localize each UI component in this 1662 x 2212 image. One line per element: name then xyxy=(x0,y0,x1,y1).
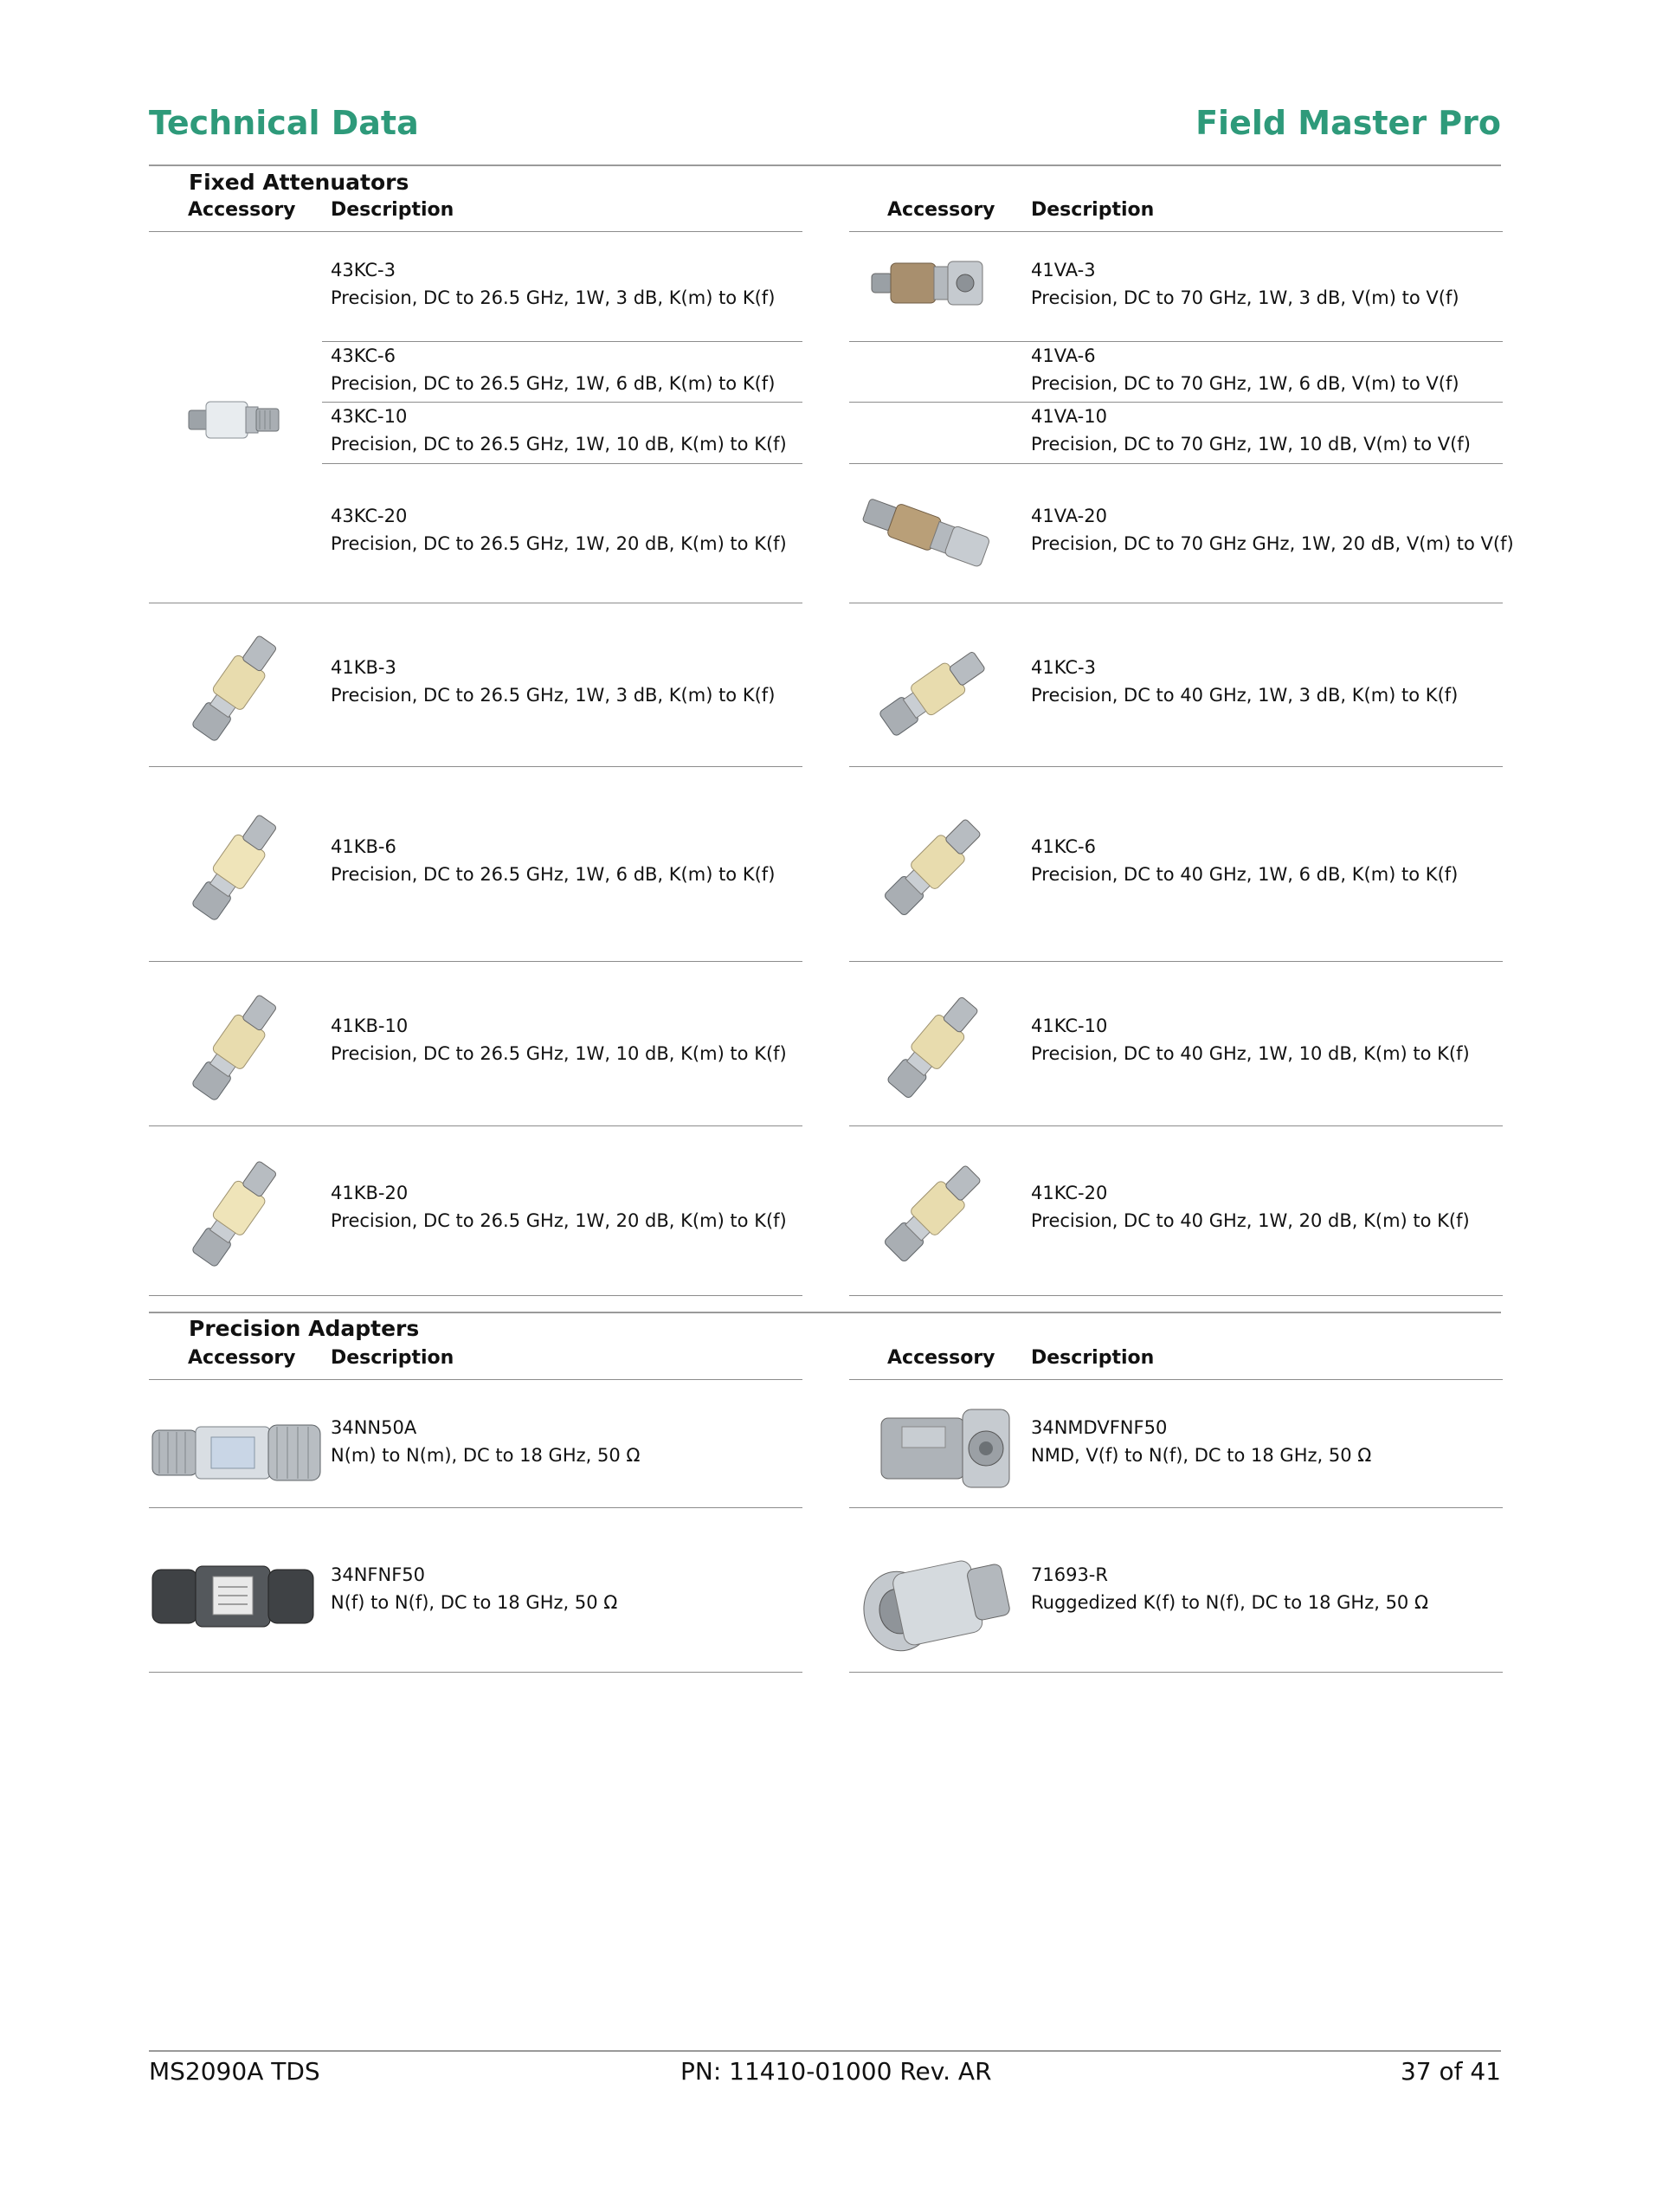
part-description: Precision, DC to 26.5 GHz, 1W, 6 dB, K(m) to K(f) xyxy=(331,864,776,885)
document-id: MS2090A TDS xyxy=(149,2057,320,2086)
part-description: Precision, DC to 26.5 GHz, 1W, 3 dB, K(m) to K(f) xyxy=(331,685,776,706)
part-number: 41VA-3 xyxy=(1031,260,1096,281)
part-number: 43KC-3 xyxy=(331,260,396,281)
part-number: 41VA-6 xyxy=(1031,345,1096,366)
part-description: Precision, DC to 70 GHz, 1W, 6 dB, V(m) to V(f) xyxy=(1031,373,1459,394)
row-divider xyxy=(849,766,1503,767)
part-number: 41VA-10 xyxy=(1031,406,1107,427)
header-rule xyxy=(149,164,1501,166)
list-item xyxy=(331,1179,787,1235)
section-title-precision-adapters: Precision Adapters xyxy=(189,1316,420,1341)
part-description: Precision, DC to 70 GHz, 1W, 10 dB, V(m) to V(f) xyxy=(1031,434,1471,455)
part-description: Ruggedized K(f) to N(f), DC to 18 GHz, 50 Ω xyxy=(1031,1592,1429,1613)
part-description: Precision, DC to 26.5 GHz, 1W, 10 dB, K(m) to K(f) xyxy=(331,434,787,455)
adapter-34nfnf50-image xyxy=(151,1554,315,1641)
list-item xyxy=(1031,502,1514,558)
attenuator-41kc-6-image xyxy=(876,798,997,928)
attenuator-41kc-20-image xyxy=(876,1145,997,1274)
part-description: Precision, DC to 26.5 GHz, 1W, 10 dB, K(m) to K(f) xyxy=(331,1043,787,1064)
section-rule xyxy=(149,1312,1501,1313)
attenuator-41va-image xyxy=(868,251,989,315)
part-number: 34NFNF50 xyxy=(331,1564,426,1585)
row-divider xyxy=(849,1507,1503,1508)
part-description: NMD, V(f) to N(f), DC to 18 GHz, 50 Ω xyxy=(1031,1445,1372,1466)
attenuator-41kb-10-image xyxy=(177,978,299,1108)
adapter-34nmdvfnf50-image xyxy=(876,1403,1015,1493)
part-number: 34NMDVFNF50 xyxy=(1031,1417,1168,1438)
col-header-description: Description xyxy=(1031,1347,1155,1369)
list-item xyxy=(331,654,775,709)
list-item xyxy=(1031,403,1471,458)
part-number: 43KC-20 xyxy=(331,506,408,526)
part-number: 41KB-20 xyxy=(331,1183,409,1203)
col-header-accessory: Accessory xyxy=(887,199,995,221)
list-item xyxy=(331,342,775,397)
product-title: Field Master Pro xyxy=(1195,104,1501,142)
part-number: 43KC-10 xyxy=(331,406,408,427)
part-description: Precision, DC to 70 GHz, 1W, 3 dB, V(m) to V(f) xyxy=(1031,287,1459,308)
col-header-accessory: Accessory xyxy=(887,1347,995,1369)
col-header-description: Description xyxy=(331,199,454,221)
row-divider xyxy=(149,1125,802,1126)
row-divider xyxy=(149,766,802,767)
part-description: Precision, DC to 40 GHz, 1W, 20 dB, K(m) to K(f) xyxy=(1031,1210,1470,1231)
part-number: 41KC-20 xyxy=(1031,1183,1108,1203)
part-description: Precision, DC to 40 GHz, 1W, 3 dB, K(m) to K(f) xyxy=(1031,685,1459,706)
table-header-rule xyxy=(149,231,802,232)
row-divider xyxy=(849,1295,1503,1296)
row-divider xyxy=(849,961,1503,962)
list-item xyxy=(331,1561,617,1616)
part-description: Precision, DC to 40 GHz, 1W, 6 dB, K(m) to K(f) xyxy=(1031,864,1459,885)
row-divider xyxy=(849,463,1503,464)
list-item xyxy=(1031,1561,1428,1616)
part-number: 34NN50A xyxy=(331,1417,417,1438)
part-description: Precision, DC to 40 GHz, 1W, 10 dB, K(m) to K(f) xyxy=(1031,1043,1470,1064)
part-description: N(f) to N(f), DC to 18 GHz, 50 Ω xyxy=(331,1592,618,1613)
attenuator-41kb-6-image xyxy=(177,798,299,928)
list-item xyxy=(331,256,775,312)
list-item xyxy=(1031,654,1458,709)
table-header-rule xyxy=(149,1379,802,1380)
list-item xyxy=(1031,1414,1371,1469)
col-header-accessory: Accessory xyxy=(188,199,296,221)
attenuator-41kb-20-image xyxy=(177,1145,299,1274)
part-description: Precision, DC to 26.5 GHz, 1W, 20 dB, K(m) to K(f) xyxy=(331,1210,787,1231)
attenuator-43kc-image xyxy=(185,390,289,450)
row-divider xyxy=(322,463,802,464)
part-number: 71693-R xyxy=(1031,1564,1108,1585)
row-divider xyxy=(149,1295,802,1296)
attenuator-41kb-3-image xyxy=(177,619,299,749)
list-item xyxy=(331,833,775,888)
list-item xyxy=(331,1012,787,1067)
col-header-description: Description xyxy=(331,1347,454,1369)
part-number-footer: PN: 11410-01000 Rev. AR xyxy=(680,2057,992,2086)
part-description: Precision, DC to 26.5 GHz, 1W, 20 dB, K(m) to K(f) xyxy=(331,533,787,554)
list-item xyxy=(1031,1179,1470,1235)
row-divider xyxy=(149,1672,802,1673)
part-number: 41KC-3 xyxy=(1031,657,1096,678)
list-item xyxy=(1031,1012,1470,1067)
part-description: Precision, DC to 70 GHz GHz, 1W, 20 dB, V(m) to V(f) xyxy=(1031,533,1514,554)
row-divider xyxy=(849,1125,1503,1126)
row-divider xyxy=(149,961,802,962)
attenuator-41kc-10-image xyxy=(876,978,997,1108)
col-header-accessory: Accessory xyxy=(188,1347,296,1369)
part-description: Precision, DC to 26.5 GHz, 1W, 3 dB, K(m) to K(f) xyxy=(331,287,776,308)
table-header-rule xyxy=(849,1379,1503,1380)
part-description: Precision, DC to 26.5 GHz, 1W, 6 dB, K(m) to K(f) xyxy=(331,373,776,394)
page-title: Technical Data xyxy=(149,104,419,142)
col-header-description: Description xyxy=(1031,199,1155,221)
list-item xyxy=(1031,256,1459,312)
adapter-71693-r-image xyxy=(859,1543,1011,1654)
list-item xyxy=(331,1414,640,1469)
part-description: N(m) to N(m), DC to 18 GHz, 50 Ω xyxy=(331,1445,641,1466)
attenuator-41kc-3-image xyxy=(876,625,997,755)
part-number: 41KC-6 xyxy=(1031,836,1096,857)
row-divider xyxy=(849,1672,1503,1673)
section-title-fixed-attenuators: Fixed Attenuators xyxy=(189,170,409,195)
list-item xyxy=(331,403,787,458)
part-number: 41KB-6 xyxy=(331,836,396,857)
part-number: 41KB-10 xyxy=(331,1016,409,1036)
footer-rule xyxy=(149,2050,1501,2052)
part-number: 41KB-3 xyxy=(331,657,396,678)
row-divider xyxy=(149,1507,802,1508)
attenuator-41va-20-image xyxy=(857,485,995,580)
adapter-34nn50a-image xyxy=(151,1411,324,1494)
list-item xyxy=(1031,342,1459,397)
list-item xyxy=(331,502,787,558)
list-item xyxy=(1031,833,1458,888)
table-header-rule xyxy=(849,231,1503,232)
page-number: 37 of 41 xyxy=(1400,2057,1501,2086)
part-number: 41KC-10 xyxy=(1031,1016,1108,1036)
part-number: 41VA-20 xyxy=(1031,506,1107,526)
part-number: 43KC-6 xyxy=(331,345,396,366)
